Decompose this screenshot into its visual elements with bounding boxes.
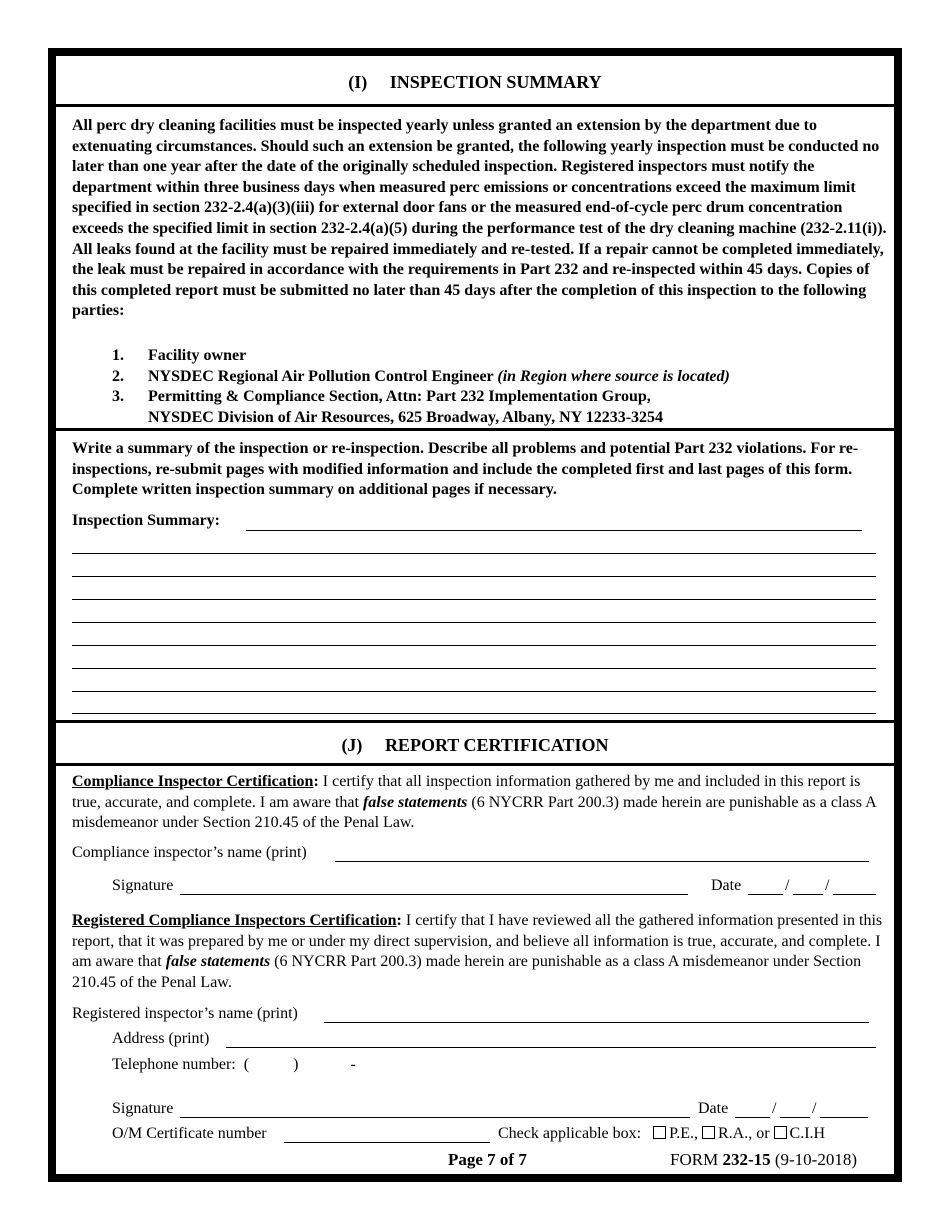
om-certificate-field[interactable] bbox=[284, 1142, 490, 1143]
date-day-field[interactable] bbox=[793, 894, 823, 895]
list-item: 2. NYSDEC Regional Air Pollution Control Engineer (in Region where source is located) bbox=[112, 367, 730, 385]
summary-line[interactable] bbox=[72, 622, 876, 623]
compliance-inspector-name-field[interactable] bbox=[335, 861, 869, 862]
page-number: Page 7 of 7 bbox=[448, 1150, 527, 1169]
list-item: 3. Permitting & Compliance Section, Attn: Part 232 Implementation Group, bbox=[112, 388, 651, 406]
summary-line[interactable] bbox=[72, 645, 876, 646]
section-j-heading: REPORT CERTIFICATION bbox=[384, 735, 609, 755]
pe-checkbox[interactable] bbox=[653, 1126, 666, 1139]
date-month-field[interactable] bbox=[748, 894, 783, 895]
section-j-number: (J) bbox=[341, 735, 363, 755]
date-year-field[interactable] bbox=[833, 894, 876, 895]
divider bbox=[56, 104, 894, 107]
registered-date-year-field[interactable] bbox=[820, 1117, 868, 1118]
registered-inspector-name-label: Registered inspector’s name (print) bbox=[72, 1005, 298, 1022]
compliance-certification-text: Compliance Inspector Certification: I certify that all inspection information gathered by me and included in this report is true, accurate, and complete. I am aware that false statements (6 NYCRR Part 200.3) made herein are punishable as a class A misdemeanor under Section 210.45 of the Penal Law. bbox=[72, 773, 876, 832]
telephone-row[interactable]: Telephone number: ( ) - bbox=[112, 1056, 356, 1073]
divider bbox=[56, 720, 894, 723]
summary-line[interactable] bbox=[72, 713, 876, 714]
registered-signature-label: Signature bbox=[112, 1100, 174, 1117]
compliance-signature-field[interactable] bbox=[180, 894, 688, 895]
registered-date-month-field[interactable] bbox=[735, 1117, 770, 1118]
telephone-label: Telephone number: bbox=[112, 1056, 236, 1073]
registered-certification-text: Registered Compliance Inspectors Certification: I certify that I have reviewed all the gathered information presented in this report, that it was prepared by me or under my direct supervision, and believe all information is true, accurate, and complete. I am aware that false statements (6 NYCRR Part 200.3) made herein are punishable as a class A misdemeanor under Section 210.45 of the Penal Law. bbox=[72, 912, 883, 991]
cih-checkbox[interactable] bbox=[774, 1126, 787, 1139]
form-page: (I) INSPECTION SUMMARY All perc dry cleaning facilities must be inspected yearly unless granted an extension by the department due to extenuating circumstances. Should such an extension be granted, the following yearly inspection must be conducted no later than one year after the date of the originally scheduled inspection. Registered inspectors must notify the department within three business days when measured perc emissions or concentrations exceed the maximum limit specified in section 232-2.4(a)(3)(iii) for external door fans or the measured end-of-cycle perc drum concentration exceeds the specified limit in section 232-2.4(a)(5) during the performance test of the dry cleaning machine (232-2.11(i)). All leaks found at the facility must be repaired immediately and re-tested. If a repair cannot be completed immediately, the leak must be repaired in accordance with the requirements in Part 232 and re-inspected within 45 days. Copies of this completed report must be submitted no later than 45 days after the completion of this inspection to the following parties: 1. Facility owner 2. NYSDEC Regional Air Pollution Control Engineer (in Region where source is located) 3. Permitting & Compliance Section, Attn: Part 232 Implementation Group, NYSDEC Division of Air Resources, 625 Broadway, Albany, NY 12233-3254 Write a summary of the inspection or re-inspection. Describe all problems and potential Part 232 violations. For re-inspections, re-submit pages with modified information and include the completed first and last pages of this form. Complete written inspection summary on additional pages if necessary. Inspection Summary: (J) REPORT CERTIFICATION Compliance Inspector Certification: I certify that all inspection information gathered by me and included in this report is true, accurate, and complete. I am aware that false statements (6 NYCRR Part 200.3) made herein are punishable as a class A misdemeanor under Section 210.45 of the Penal Law. Compliance inspector’s name (print) Signature Date / / Registered Compliance Inspectors Certification: I certify that I have reviewed all the gathered information presented in this report, that it was prepared by me or under my direct supervision, and believe all information is true, accurate, and complete. I am aware that false statements (6 NYCRR Part 200.3) made herein are punishable as a class A misdemeanor under Section 210.45 of the Penal Law. Registered inspector’s name (print) Address (print) Telephone number: ( ) - Signature Date / / O/M Certificate number Check applicable box: P.E., R.A., or C.I.H Page 7 of 7 FORM 232-15 (9-10-2018) bbox=[48, 48, 902, 1182]
divider bbox=[56, 763, 894, 766]
registered-signature-field[interactable] bbox=[180, 1117, 690, 1118]
inspection-summary-field[interactable] bbox=[246, 530, 862, 531]
summary-instructions: Write a summary of the inspection or re-inspection. Describe all problems and potential Part 232 violations. For re-inspections, re-submit pages with modified information and include the completed first and last pages of this form. Complete written inspection summary on additional pages if necessary. bbox=[72, 440, 859, 499]
list-item: 1. Facility owner bbox=[112, 347, 247, 364]
ra-checkbox[interactable] bbox=[702, 1126, 715, 1139]
section-i-number: (I) bbox=[348, 72, 368, 92]
form-number: FORM 232-15 (9-10-2018) bbox=[670, 1150, 858, 1169]
section-j-title bbox=[56, 735, 894, 756]
inspection-summary-label: Inspection Summary: bbox=[72, 512, 221, 529]
section-i-heading: INSPECTION SUMMARY bbox=[389, 72, 602, 92]
summary-line[interactable] bbox=[72, 691, 876, 692]
compliance-inspector-name-row: Compliance inspector’s name (print) bbox=[72, 844, 307, 861]
party-list bbox=[112, 346, 872, 428]
date-label: Date bbox=[711, 877, 742, 894]
summary-line[interactable] bbox=[72, 553, 876, 554]
signature-label: Signature bbox=[112, 877, 174, 894]
address-field[interactable] bbox=[226, 1047, 876, 1048]
list-item-continuation: NYSDEC Division of Air Resources, 625 Broadway, Albany, NY 12233-3254 bbox=[148, 408, 664, 426]
divider bbox=[56, 428, 894, 431]
registered-inspector-name-field[interactable] bbox=[324, 1022, 869, 1023]
check-applicable-row: Check applicable box: P.E., R.A., or C.I.H bbox=[498, 1125, 826, 1142]
address-label: Address (print) bbox=[112, 1030, 210, 1047]
registered-date-day-field[interactable] bbox=[780, 1117, 810, 1118]
registered-date-label: Date bbox=[698, 1100, 729, 1117]
summary-line[interactable] bbox=[72, 668, 876, 669]
summary-line[interactable] bbox=[72, 576, 876, 577]
summary-line[interactable] bbox=[72, 599, 876, 600]
check-applicable-label: Check applicable box: bbox=[498, 1125, 642, 1142]
section-i-title bbox=[56, 72, 894, 93]
inspection-requirements-text: All perc dry cleaning facilities must be inspected yearly unless granted an extension by the department due to extenuating circumstances. Should such an extension be granted, the following yearly inspection must be conducted no later than one year after the date of the originally scheduled inspection. Registered inspectors must notify the department within three business days when measured perc emissions or concentrations exceed the maximum limit specified in section 232-2.4(a)(3)(iii) for external door fans or the measured end-of-cycle perc drum concentration exceeds the specified limit in section 232-2.4(a)(5) during the performance test of the dry cleaning machine (232-2.11(i)). All leaks found at the facility must be repaired immediately and re-tested. If a repair cannot be completed immediately, the leak must be repaired in accordance with the requirements in Part 232 and re-inspected within 45 days. Copies of this completed report must be submitted no later than 45 days after the completion of this inspection to the following parties: bbox=[72, 117, 887, 320]
om-certificate-label: O/M Certificate number bbox=[112, 1125, 267, 1142]
